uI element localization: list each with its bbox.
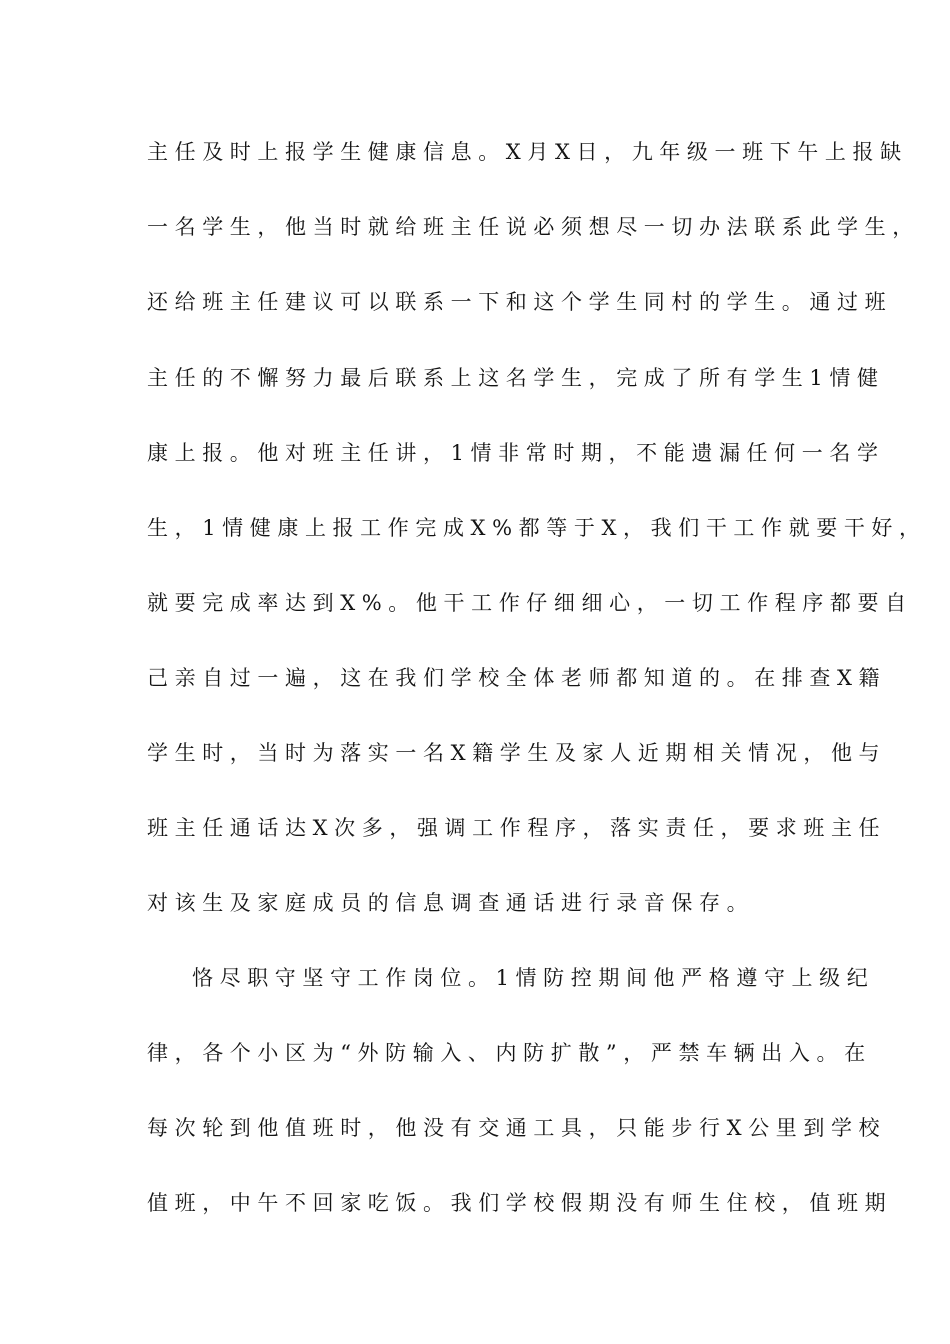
paragraph-first-line: 恪尽职守坚守工作岗位。1情防控期间他严格遵守上级纪 <box>192 966 875 990</box>
text-line: 就要完成率达到X%。他干工作仔细细心，一切工作程序都要自 <box>147 591 913 615</box>
text-line: 主任的不懈努力最后联系上这名学生，完成了所有学生1情健 <box>147 366 885 390</box>
text-line: 主任及时上报学生健康信息。X月X日，九年级一班下午上报缺 <box>147 140 908 164</box>
text-line: 值班，中午不回家吃饭。我们学校假期没有师生住校，值班期 <box>147 1191 893 1215</box>
text-line: 己亲自过一遍，这在我们学校全体老师都知道的。在排查X籍 <box>147 666 887 690</box>
text-line: 还给班主任建议可以联系一下和这个学生同村的学生。通过班 <box>147 290 893 314</box>
text-line: 学生时，当时为落实一名X籍学生及家人近期相关情况，他与 <box>147 741 887 765</box>
text-line: 律，各个小区为“外防输入、内防扩散”，严禁车辆出入。在 <box>147 1041 872 1065</box>
text-line: 康上报。他对班主任讲，1情非常时期，不能遗漏任何一名学 <box>147 441 885 465</box>
text-line: 班主任通话达X次多，强调工作程序，落实责任，要求班主任 <box>147 816 887 840</box>
text-line: 一名学生，他当时就给班主任说必须想尽一切办法联系此学生， <box>147 215 920 239</box>
text-line: 生，1情健康上报工作完成X%都等于X，我们干工作就要干好， <box>147 516 927 540</box>
text-line: 每次轮到他值班时，他没有交通工具，只能步行X公里到学校 <box>147 1116 887 1140</box>
text-line: 对该生及家庭成员的信息调查通话进行录音保存。 <box>147 891 755 915</box>
